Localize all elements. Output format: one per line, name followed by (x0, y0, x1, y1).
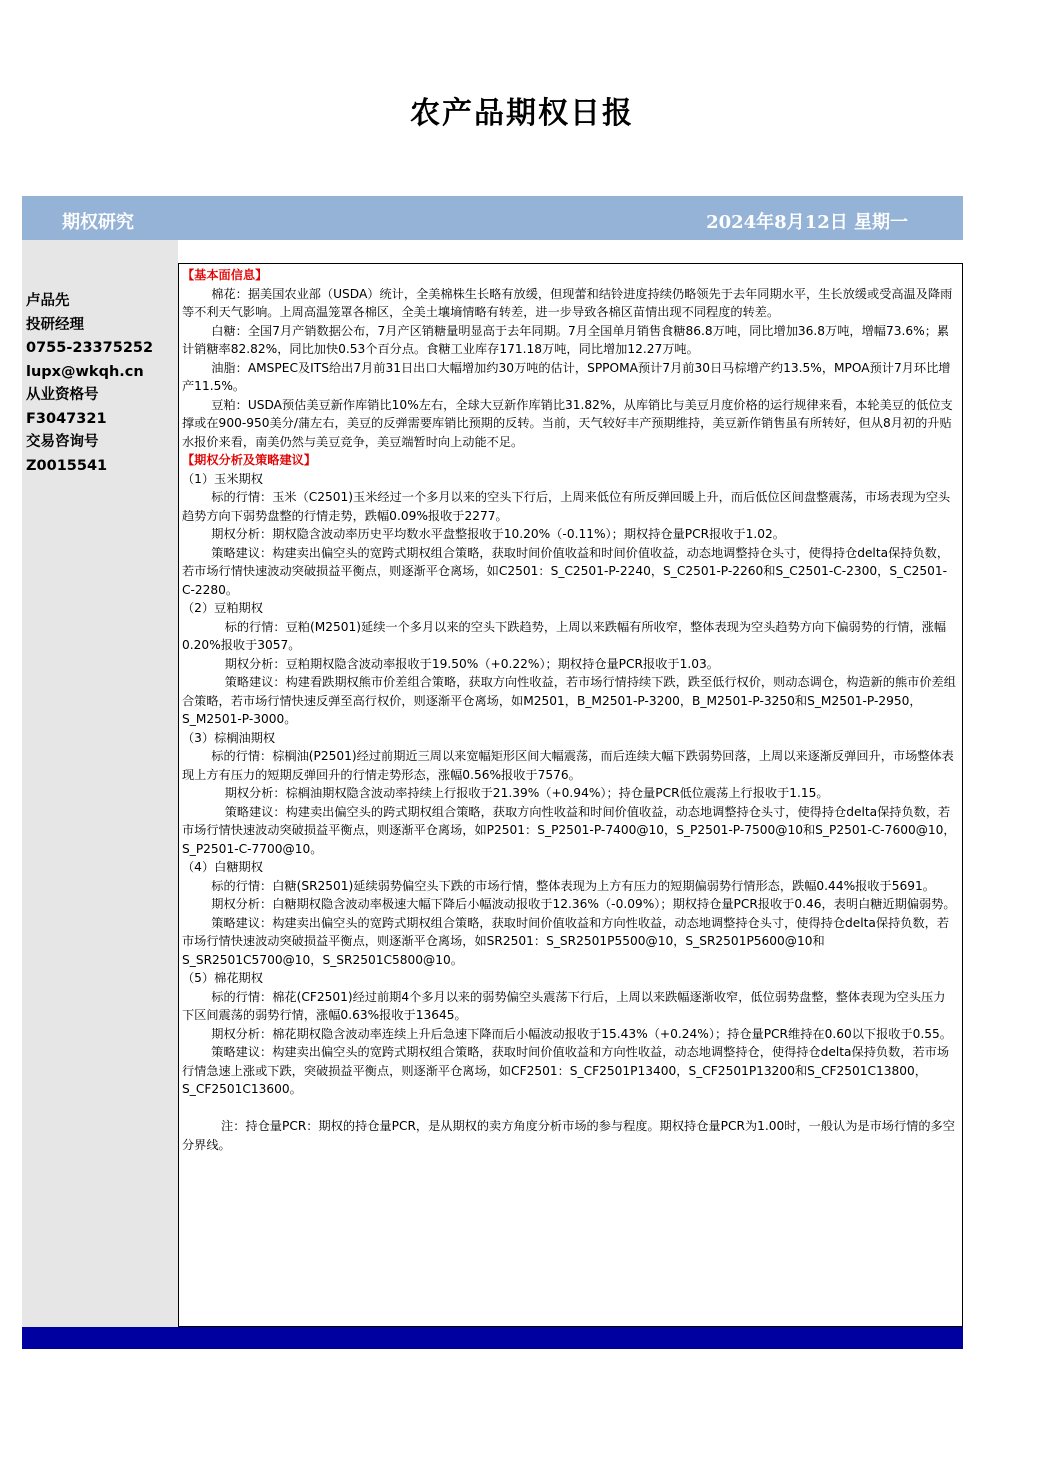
cotton-market: 标的行情：棉花(CF2501)经过前期4个多月以来的弱势偏空头震荡下行后，上周以来跌幅逐渐收窄，低位弱势盘整，整体表现为空头压力下区间震荡的弱势行情，涨幅0.63%报收于13645。 (182, 989, 946, 1022)
analyst-contact (26, 290, 153, 478)
report-date: 2024年8月12日 星期一 (706, 212, 908, 233)
cotton-analysis: 期权分析：棉花期权隐含波动率连续上升后急速下降而后小幅波动报收于15.43%（+0.24%）；持仓量PCR维持在0.60以下报收于0.55。 (211, 1026, 952, 1041)
corn-market: 标的行情：玉米（C2501)玉米经过一个多月以来的空头下行后，上周来低位有所反弹回暖上升，而后低位区间盘整震荡，市场表现为空头趋势方向下弱势盘整的行情走势，跌幅0.09%报收于2277。 (182, 490, 951, 523)
cotton-section-title: （5）棉花期权 (182, 971, 263, 985)
strategy-header: 【期权分析及策略建议】 (182, 453, 317, 467)
consult-number: Z0015541 (26, 457, 108, 474)
fundamentals-oil: 油脂：AMSPEC及ITS给出7月前31日出口大幅增加约30万吨的估计，SPPOMA预计7月前30日马棕增产约13.5%，MPOA预计7月环比增产11.5%。 (182, 360, 951, 393)
analyst-name: 卢品先 (26, 293, 70, 309)
fundamentals-soymeal: 豆粕：USDA预估美豆新作库销比10%左右，全球大豆新作库销比31.82%，从库销比与美豆月度价格的运行规律来看，本轮美豆的低位支撑或在900-950美分/蒲左右，美豆的反弹需要库销比预期的反转。当前，天气较好丰产预期维持，美豆新作销售虽有所转好，但从8月初的升贴水报价来看，南美仍然与美豆竞争，美豆端暂时向上动能不足。 (182, 397, 953, 449)
page-title: 农产品期权日报 (410, 96, 634, 131)
report-body (178, 263, 963, 1327)
report-content (182, 266, 956, 1154)
header-banner (22, 196, 963, 240)
soymeal-section-title: （2）豆粕期权 (182, 601, 263, 615)
sugar-section-title: （4）白糖期权 (182, 860, 263, 874)
sugar-strategy: 策略建议：构建卖出偏空头的宽跨式期权组合策略，获取时间价值收益和方向性收益，动态地调整持仓头寸，使得持仓delta保持负数，若市场行情快速波动突破损益平衡点，则逐渐平仓离场，如SR2501：S_SR2501P5500@10，S_SR2501P5600@10和S_SR2501C5700@10，S_SR2501C5800@10。 (182, 915, 950, 967)
fundamentals-header: 【基本面信息】 (182, 268, 268, 282)
soymeal-analysis: 期权分析：豆粕期权隐含波动率报收于19.50%（+0.22%）；期权持仓量PCR报收于1.03。 (224, 656, 719, 671)
sidebar (22, 240, 178, 1328)
palm-market: 标的行情：棕榈油(P2501)经过前期近三周以来宽幅矩形区间大幅震荡，而后连续大幅下跌弱势回落，上周以来逐渐反弹回升，市场整体表现上方有压力的短期反弹回升的行情走势形态，涨幅0.56%报收于7576。 (182, 749, 954, 782)
fundamentals-sugar: 白糖：全国7月产销数据公布，7月产区销糖量明显高于去年同期。7月全国单月销售食糖86.8万吨，同比增加36.8万吨，增幅73.6%；累计销糖率82.82%，同比加快0.53个百分点。食糖工业库存171.18万吨，同比增加12.27万吨。 (182, 323, 950, 356)
palm-section-title: （3）棕榈油期权 (182, 730, 276, 745)
consult-label: 交易咨询号 (26, 434, 99, 450)
soymeal-market: 标的行情：豆粕(M2501)延续一个多月以来的空头下跌趋势，上周以来跌幅有所收窄，整体表现为空头趋势方向下偏弱势的行情，涨幅0.20%报收于3057。 (182, 619, 947, 652)
palm-analysis: 期权分析：棕榈油期权隐含波动率持续上行报收于21.39%（+0.94%）；持仓量PCR低位震荡上行报收于1.15。 (224, 786, 829, 800)
analyst-phone: 0755-23375252 (26, 340, 154, 356)
corn-section-title: （1）玉米期权 (182, 471, 263, 486)
sugar-analysis: 期权分析：白糖期权隐含波动率极速大幅下降后小幅波动报收于12.36%（-0.09%）；期权持仓量PCR报收于0.46，表明白糖近期偏弱势。 (211, 897, 956, 911)
soymeal-strategy: 策略建议：构建看跌期权熊市价差组合策略，获取方向性收益，若市场行情持续下跌，跌至低行权价，则动态调仓，构造新的熊市价差组合策略，若市场行情快速反弹至高行权价，则逐渐平仓离场，如M2501，B_M2501-P-3200，B_M2501-P-3250和S_M2501-P-2950，S_M2501-P-3000。 (182, 675, 956, 726)
cotton-strategy: 策略建议：构建卖出偏空头的宽跨式期权组合策略，获取时间价值收益和方向性收益，动态地调整持仓，使得持仓delta保持负数，若市场行情急速上涨或下跌，突破损益平衡点，则逐渐平仓离场，如CF2501：S_CF2501P13400，S_CF2501P13200和S_CF2501C13800，S_CF2501C13600。 (182, 1045, 950, 1096)
palm-strategy: 策略建议：构建卖出偏空头的跨式期权组合策略，获取方向性收益和时间价值收益，动态地调整持仓头寸，使得持仓delta保持负数，若市场行情快速波动突破损益平衡点，则逐渐平仓离场，如P2501：S_P2501-P-7400@10，S_P2501-P-7500@10和S_P2501-C-7600@10，S_P2501-C-7700@10。 (182, 804, 956, 856)
section-label: 期权研究 (62, 212, 134, 233)
corn-strategy: 策略建议：构建卖出偏空头的宽跨式期权组合策略，获取时间价值收益和时间价值收益，动态地调整持仓头寸，使得持仓delta保持负数，若市场行情快速波动突破损益平衡点，则逐渐平仓离场，如C2501：S_C2501-P-2240，S_C2501-P-2260和S_C2501-C-2300，S_C2501-C-2280。 (182, 545, 950, 597)
content-top-strip (178, 240, 963, 263)
qualification-label: 从业资格号 (26, 387, 99, 403)
footer-bar (22, 1327, 963, 1349)
pcr-note: 注：持仓量PCR：期权的持仓量PCR，是从期权的卖方角度分析市场的参与程度。期权持仓量PCR为1.00时，一般认为是市场行情的多空分界线。 (182, 1119, 955, 1152)
qualification-number: F3047321 (26, 410, 107, 427)
analyst-role: 投研经理 (26, 316, 84, 333)
fundamentals-cotton: 棉花：据美国农业部（USDA）统计，全美棉株生长略有放缓，但现蕾和结铃进度持续仍略领先于去年同期水平，生长放缓或受高温及降雨等不利天气影响。上周高温笼罩各棉区，全美土壤墒情略有转差，进一步导致各棉区苗情出现不同程度的转差。 (182, 286, 953, 319)
corn-analysis: 期权分析：期权隐含波动率历史平均数水平盘整报收于10.20%（-0.11%）；期权持仓量PCR报收于1.02。 (211, 527, 785, 541)
analyst-email[interactable]: lupx@wkqh.cn (26, 363, 144, 380)
sugar-market: 标的行情：白糖(SR2501)延续弱势偏空头下跌的市场行情，整体表现为上方有压力的短期偏弱势行情形态，跌幅0.44%报收于5691。 (211, 878, 935, 893)
